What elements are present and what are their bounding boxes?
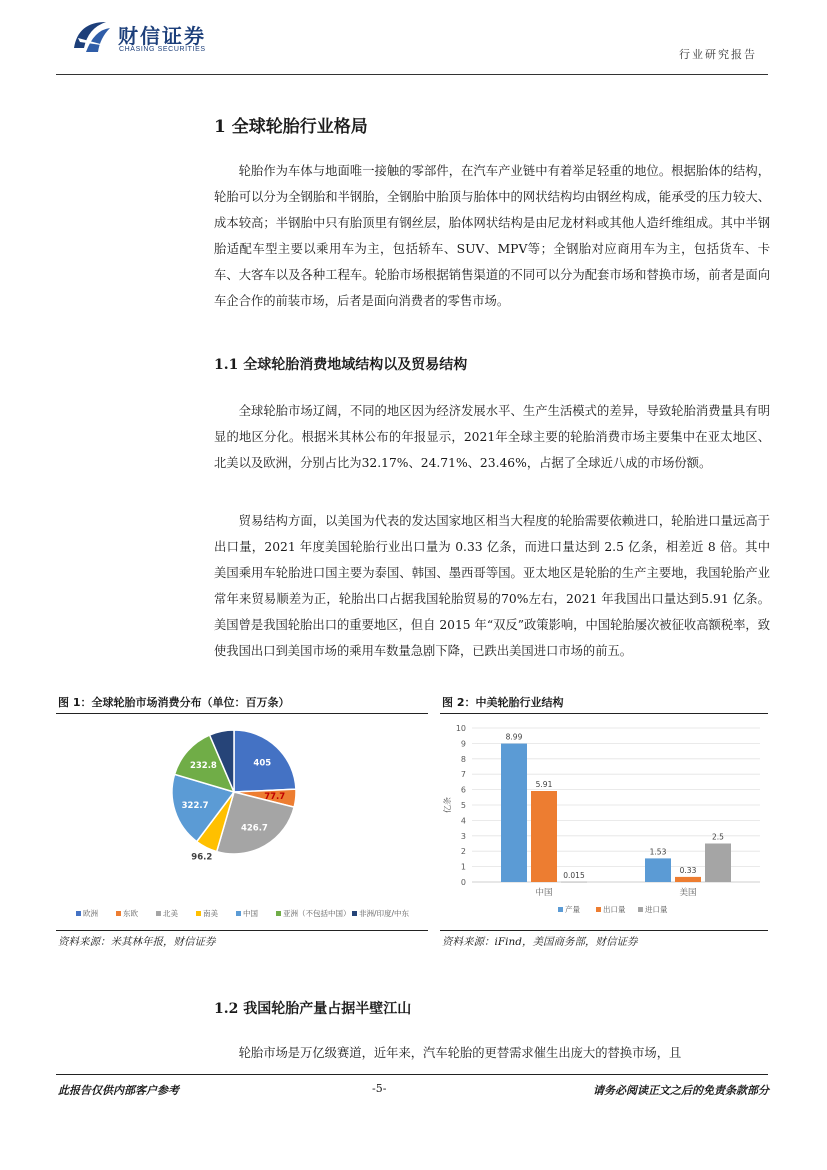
section-1-2-title: 1.2 我国轮胎产量占据半壁江山 [214, 1001, 412, 1017]
header-divider [56, 74, 768, 75]
bar-value-label-0-0: 8.99 [505, 732, 523, 742]
pie-legend-swatch-0 [76, 911, 81, 916]
bar-legend-label-2: 进口量 [645, 905, 668, 914]
pie-legend-label-0: 欧洲 [83, 909, 98, 918]
pie-legend-swatch-5 [276, 911, 281, 916]
section-1-1-paragraph-1: 全球轮胎市场辽阔，不同的地区因为经济发展水平、生产生活模式的差异，导致轮胎消费量具有明显的地区分化。根据米其林公布的年报显示，2021年全球主要的轮胎消费市场主要集中在亚太地区、北美以及欧洲，分别占比为32.17%、24.71%、23.46%，占据了全球近八成的市场份额。 [214, 404, 770, 470]
bar-value-label-1-0: 1.53 [649, 847, 667, 857]
pie-legend-label-2: 北美 [163, 909, 178, 918]
bar-legend-swatch-1 [596, 907, 601, 912]
section-1-title: 1 全球轮胎行业格局 [214, 117, 368, 137]
bar-ytick-4: 4 [460, 816, 466, 826]
figure-2-source: 资料来源：iFind，美国商务部，财信证券 [442, 936, 638, 948]
bar-ytick-2: 2 [460, 847, 466, 857]
bar-y-axis-label: 亿条 [443, 797, 452, 813]
bar-ytick-3: 3 [460, 831, 466, 841]
figure-1-bottom-rule [56, 930, 428, 931]
pie-legend-swatch-1 [116, 911, 121, 916]
pie-legend-swatch-6 [352, 911, 357, 916]
footer-disclaimer-right: 请务必阅读正文之后的免责条款部分 [593, 1084, 769, 1097]
bar-ytick-6: 6 [460, 785, 466, 795]
bar-1-0 [645, 858, 671, 882]
bar-ytick-9: 9 [460, 739, 466, 749]
bar-ytick-10: 10 [455, 724, 466, 733]
report-type: 行业研究报告 [679, 48, 757, 61]
bar-1-2 [705, 844, 731, 883]
bar-legend-swatch-2 [638, 907, 643, 912]
bar-0-1 [531, 791, 557, 882]
figure-1-pie-chart [56, 716, 428, 928]
figure-1-source: 资料来源：米其林年报，财信证券 [58, 936, 216, 948]
bar-value-label-0-1: 5.91 [535, 780, 553, 789]
footer-divider [56, 1074, 768, 1075]
page-number: -5- [372, 1082, 387, 1095]
company-name-en: CHASING SECURITIES [119, 46, 206, 53]
company-name-cn: 财信证券 [118, 24, 206, 48]
pie-legend-swatch-3 [196, 911, 201, 916]
company-logo-icon [72, 18, 112, 56]
figure-2-title: 图 2：中美轮胎行业结构 [442, 696, 564, 709]
bar-ytick-5: 5 [460, 801, 466, 810]
figure-1-title: 图 1：全球轮胎市场消费分布（单位：百万条） [58, 696, 290, 709]
bar-category-label-0: 中国 [535, 888, 553, 898]
section-1-2-paragraph: 轮胎市场是万亿级赛道，近年来，汽车轮胎的更替需求催生出庞大的替换市场，且 [238, 1046, 682, 1060]
bar-ytick-7: 7 [460, 770, 466, 780]
pie-value-label-0: 405 [253, 758, 272, 769]
footer-disclaimer-left: 此报告仅供内部客户参考 [58, 1084, 179, 1097]
pie-value-label-5: 232.8 [189, 760, 217, 771]
figure-2-bottom-rule [440, 930, 768, 931]
bar-legend-label-0: 产量 [565, 905, 580, 914]
bar-legend-label-1: 出口量 [603, 905, 626, 914]
bar-0-2 [561, 882, 587, 883]
bar-ytick-1: 1 [460, 862, 466, 872]
bar-value-label-1-2: 2.5 [712, 832, 724, 842]
pie-legend-label-4: 中国 [243, 909, 258, 918]
pie-value-label-2: 426.7 [240, 823, 268, 834]
pie-legend-swatch-4 [236, 911, 241, 916]
bar-value-label-0-2: 0.015 [563, 870, 585, 880]
pie-legend-swatch-2 [156, 911, 161, 916]
figure-2-top-rule [440, 713, 768, 714]
pie-legend-label-5: 亚洲（不包括中国） [283, 909, 351, 918]
section-1-1-title: 1.1 全球轮胎消费地域结构以及贸易结构 [214, 357, 468, 373]
figure-1-top-rule [56, 713, 428, 714]
bar-0-0 [501, 744, 527, 882]
figure-2-bar-chart [440, 716, 768, 928]
bar-ytick-0: 0 [460, 878, 466, 887]
bar-1-1 [675, 877, 701, 882]
pie-legend-label-3: 南美 [203, 909, 218, 918]
pie-legend-label-1: 东欧 [123, 909, 138, 918]
pie-value-label-3: 96.2 [191, 852, 213, 863]
pie-value-label-1: 77.7 [264, 792, 286, 803]
bar-value-label-1-1: 0.33 [679, 865, 697, 875]
pie-legend-label-6: 非洲/印度/中东 [359, 909, 410, 918]
bar-category-label-1: 美国 [679, 888, 697, 898]
section-1-1-paragraph-2: 贸易结构方面，以美国为代表的发达国家地区相当大程度的轮胎需要依赖进口，轮胎进口量远高于出口量，2021 年度美国轮胎行业出口量为 0.33 亿条，而进口量达到 2.5 亿条，相差近 8 倍。其中美国乘用车轮胎进口国主要为泰国、韩国、墨西哥等国。亚太地区是轮胎的生产主要地，我国轮胎产业常年来贸易顺差为正，轮胎出口占据我国轮胎贸易的70%左右，2021 年我国出口量达到5.91 亿条。美国曾是我国轮胎出口的重要地区，但自 2015 年“双反”政策影响，中国轮胎屡次被征收高额税率，致使我国出口到美国市场的乘用车数量急剧下降，已跌出美国进口市场的前五。 [214, 514, 770, 658]
pie-value-label-4: 322.7 [181, 800, 209, 811]
section-1-paragraph: 轮胎作为车体与地面唯一接触的零部件，在汽车产业链中有着举足轻重的地位。根据胎体的结构，轮胎可以分为全钢胎和半钢胎，全钢胎中胎顶与胎体中的网状结构均由钢丝构成，能承受的压力较大、成本较高；半钢胎中只有胎顶里有钢丝层，胎体网状结构是由尼龙材料或其他人造纤维组成。其中半钢胎适配车型主要以乘用车为主，包括轿车、SUV、MPV等；全钢胎对应商用车为主，包括货车、卡车、大客车以及各种工程车。轮胎市场根据销售渠道的不同可以分为配套市场和替换市场，前者是面向车企合作的前装市场，后者是面向消费者的零售市场。 [214, 164, 770, 308]
bar-ytick-8: 8 [460, 754, 466, 764]
bar-legend-swatch-0 [558, 907, 563, 912]
